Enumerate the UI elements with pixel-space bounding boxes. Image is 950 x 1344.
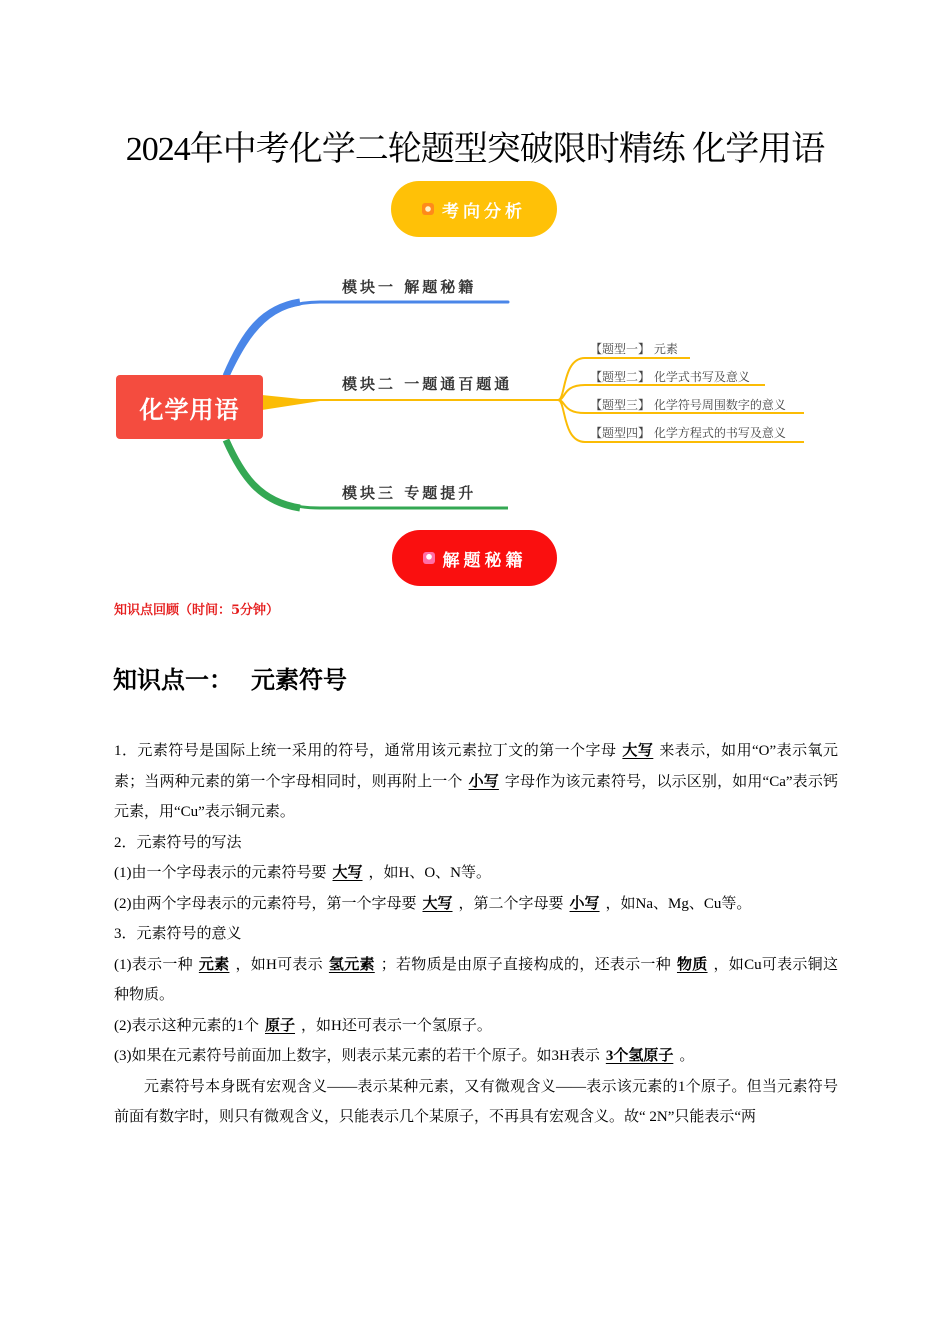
branch-module-3: 模块三 专题提升 xyxy=(342,484,477,502)
sub-item-type-2 xyxy=(590,368,750,385)
document-title: 2024年中考化学二轮题型突破限时精练 化学用语 xyxy=(125,131,825,168)
answer-blank: 小写 xyxy=(569,895,600,912)
answer-blank: 大写 xyxy=(332,865,363,881)
mind-map xyxy=(0,250,950,530)
branch-module-1: 模块一 解题秘籍 xyxy=(342,278,477,296)
solving-tips-badge xyxy=(392,530,557,586)
sub-item-type-1 xyxy=(590,340,678,357)
sub-item-tag: 【题型四】 xyxy=(590,426,651,440)
paragraph-6 xyxy=(114,950,838,1011)
answer-blank: 物质 xyxy=(676,956,708,973)
text: (2)由两个字母表示的元素符号，第一个字母要 xyxy=(114,895,417,912)
paragraph-7 xyxy=(114,1011,838,1042)
sub-item-text: 化学符号周围数字的意义 xyxy=(653,398,786,412)
sub-item-tag: 【题型一】 xyxy=(590,342,651,356)
text: (3)如果在元素符号前面加上数字，则表示某元素的若干个原子。如3H表示 xyxy=(114,1048,600,1064)
paragraph-5: 3．元素符号的意义 xyxy=(114,926,242,942)
answer-blank: 原子 xyxy=(265,1017,296,1034)
solving-tips-label: 解题秘籍 xyxy=(442,550,527,571)
sub-item-text: 元素 xyxy=(653,342,678,356)
text: (1)表示一种 xyxy=(114,956,193,973)
text: ，如Na、Mg、Cu等。 xyxy=(605,895,752,912)
sub-item-type-4 xyxy=(590,424,786,441)
section-heading xyxy=(113,660,347,695)
answer-blank: 元素 xyxy=(198,956,230,973)
paragraph-9: 元素符号本身既有宏观含义——表示某种元素，又有微观含义——表示该元素的1个原子。但当元素符号前面有数字时，则只有微观含义，只能表示几个某原子，不再具有宏观含义。故“ 2N”只能表示“两 xyxy=(114,1078,838,1125)
text: (2)表示这种元素的1个 xyxy=(114,1017,259,1034)
exam-analysis-badge xyxy=(391,181,557,237)
paragraph-8 xyxy=(114,1041,838,1072)
answer-blank: 小写 xyxy=(468,773,499,790)
answer-blank: 氢元素 xyxy=(328,956,375,973)
text: (1)由一个字母表示的元素符号要 xyxy=(114,865,327,881)
orange-circle-icon xyxy=(422,203,434,215)
branch-module-2: 模块二 一题通百题通 xyxy=(342,375,513,393)
sub-item-tag: 【题型二】 xyxy=(590,370,651,384)
section-heading-title: 元素符号 xyxy=(251,666,347,694)
paragraph-4 xyxy=(114,889,838,920)
section-heading-prefix: 知识点一： xyxy=(113,666,233,694)
paragraph-1 xyxy=(114,736,838,828)
answer-blank: 大写 xyxy=(422,895,453,912)
answer-blank: 大写 xyxy=(622,743,654,759)
text: ；若物质是由原子直接构成的，还表示一种 xyxy=(380,956,671,973)
sub-item-text: 化学式书写及意义 xyxy=(653,370,750,384)
text: 1．元素符号是国际上统一采用的符号，通常用该元素拉丁文的第一个字母 xyxy=(114,743,617,759)
sub-item-tag: 【题型三】 xyxy=(590,398,651,412)
exam-analysis-label: 考向分析 xyxy=(442,201,526,222)
text: ，如H可表示 xyxy=(235,956,323,973)
sub-item-text: 化学方程式的书写及意义 xyxy=(653,426,786,440)
text: 来表示，如用“O”表示氧元素；当两种元素的第一个字母相同时，则再附上一个 xyxy=(114,743,838,790)
text: 字母作为该元素符号，以示区别，如用“Ca”表示钙元素，用“Cu”表示铜元素。 xyxy=(114,773,838,820)
answer-blank: 3个氢原子 xyxy=(605,1048,674,1064)
review-time-note: 知识点回顾（时间：5分钟） xyxy=(114,603,280,618)
paragraph-2: 2．元素符号的写法 xyxy=(114,834,242,851)
text: ，第二个字母要 xyxy=(458,895,564,912)
text: 。 xyxy=(679,1048,695,1064)
pink-badge-icon xyxy=(423,552,435,564)
paragraph-3 xyxy=(114,858,838,889)
text: ，如H、O、N等。 xyxy=(368,865,492,881)
text: ，如H还可表示一个氢原子。 xyxy=(301,1017,492,1034)
content-body xyxy=(114,736,838,1133)
mind-map-root: 化学用语 xyxy=(116,375,263,439)
sub-item-type-3 xyxy=(590,396,786,413)
text: ，如Cu可表示铜这种物质。 xyxy=(114,956,838,1003)
